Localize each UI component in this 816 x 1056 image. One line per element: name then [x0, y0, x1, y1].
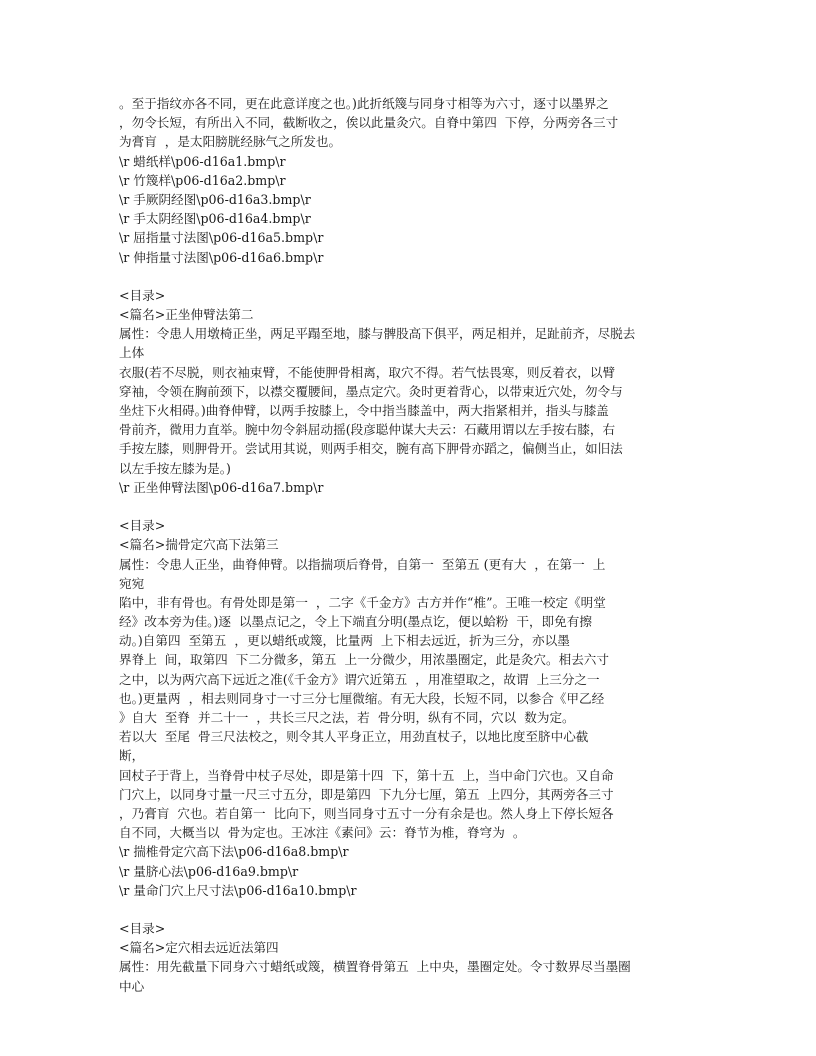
- document-page: [119, 94, 719, 996]
- blank-line: [119, 497, 719, 516]
- text-line: \r 伸指量寸法图\p06-d16a6.bmp\r: [119, 249, 324, 265]
- text-line: 若以大 至尾 骨三尺法校之，则令其人平身正立，用劲直杖子，以地比度至脐中心截: [119, 729, 589, 745]
- text-line: <目录>: [119, 921, 166, 937]
- text-line: 上体: [119, 345, 145, 361]
- text-line: <篇名>正坐伸臂法第二: [119, 307, 254, 323]
- text-line: <目录>: [119, 518, 166, 534]
- text-line: <目录>: [119, 287, 166, 303]
- text-line: 属性：用先截量下同身六寸蜡纸或篾，横置脊骨第五 上中央，墨圈定处。令寸数界尽当墨圈: [119, 959, 631, 975]
- text-line: 也。)更量两 ，相去则同身寸一寸三分七厘微缩。有无大段，长短不同，以参合《甲乙经: [119, 690, 605, 706]
- text-line: 骨前齐，微用力直举。腕中勿令斜屈动摇(段彦聪仲谋大夫云：石藏用谓以左手按右膝，右: [119, 422, 616, 438]
- text-line: 宛宛: [119, 575, 145, 591]
- text-line: \r 蜡纸样\p06-d16a1.bmp\r: [119, 153, 286, 169]
- text-line: 属性：令患人正坐，曲脊伸臂。以指揣项后脊骨，自第一 至第五 (更有大 ，在第一 上: [119, 556, 606, 572]
- text-line: 界脊上 间，取第四 下二分微多，第五 上一分微少，用浓墨圈定，此是灸穴。相去六寸: [119, 652, 609, 668]
- text-line: 手按左膝，则胛骨开。尝试用其说，则两手相交，腕有高下胛骨亦蹈之，偏侧当止，如旧法: [119, 441, 623, 457]
- text-line: \r 揣椎骨定穴高下法\p06-d16a8.bmp\r: [119, 844, 349, 860]
- text-line: \r 手厥阴经图\p06-d16a3.bmp\r: [119, 191, 311, 207]
- text-line: \r 屈指量寸法图\p06-d16a5.bmp\r: [119, 230, 324, 246]
- text-line: \r 竹篾样\p06-d16a2.bmp\r: [119, 172, 286, 188]
- text-line: \r 量命门穴上尺寸法\p06-d16a10.bmp\r: [119, 882, 357, 898]
- text-line: 中心: [119, 978, 145, 994]
- text-line: ，勿令长短，有所出入不同，截断收之，俟以此量灸穴。自脊中第四 下停，分两旁各三寸: [119, 115, 619, 131]
- text-line: 回杖子于背上，当脊骨中杖子尽处，即是第十四 下，第十五 上，当中命门穴也。又自命: [119, 767, 614, 783]
- text-line: ，乃膏肓 穴也。若自第一 比向下，则当同身寸五寸一分有余是也。然人身上下停长短各: [119, 805, 614, 821]
- text-line: 动。)自第四 至第五 ，更以蜡纸或篾，比量两 上下相去远近，折为三分，亦以墨: [119, 633, 570, 649]
- blank-line: [119, 267, 719, 286]
- text-line: 自不同，大概当以 骨为定也。王冰注《素问》云：脊节为椎，脊穹为 。: [119, 825, 526, 841]
- text-line: 断，: [119, 748, 145, 764]
- text-line: 经》改本旁为佳。)逐 以墨点记之，令上下端直分明(墨点讫，便以蛤粉 干，即免有擦: [119, 614, 592, 630]
- text-line: <篇名>揣骨定穴高下法第三: [119, 537, 279, 553]
- text-line: 坐炷下火相碍。)曲脊伸臂，以两手按膝上，令中指当膝盖中，两大指紧相并，指头与膝盖: [119, 403, 609, 418]
- text-line: 属性：令患人用墩椅正坐，两足平蹋至地，膝与髀股高下俱平，两足相并，足趾前齐，尽脱去: [119, 326, 636, 342]
- text-line: 为膏肓 ，是太阳膀胱经脉气之所发也。: [119, 134, 342, 150]
- text-line: \r 正坐伸臂法图\p06-d16a7.bmp\r: [119, 479, 324, 495]
- text-line: 陷中，非有骨也。有骨处即是第一 ，二字《千金方》古方并作“椎”。王唯一校定《明堂: [119, 594, 606, 610]
- blank-line: [119, 900, 719, 919]
- text-line: 》自大 至脊 并二十一 ，共长三尺之法，若 骨分明，纵有不同，穴以 数为定。: [119, 710, 575, 725]
- text-line: <篇名>定穴相去远近法第四: [119, 940, 279, 956]
- text-line: 衣服(若不尽脱，则衣袖束臂，不能使胛骨相离，取穴不得。若气怯畏寒，则反着衣，以臂: [119, 364, 616, 380]
- text-line: \r 量脐心法\p06-d16a9.bmp\r: [119, 863, 299, 879]
- text-line: \r 手太阴经图\p06-d16a4.bmp\r: [119, 211, 311, 227]
- text-line: 穿袖，令领在胸前颈下，以襟交覆腰间，墨点定穴。灸时更着背心，以带束近穴处，勿令与: [119, 383, 623, 399]
- text-line: 门穴上，以同身寸量一尺三寸五分，即是第四 下九分七厘，第五 上四分，其两旁各三寸: [119, 786, 614, 802]
- text-line: 之中，以为两穴高下远近之准(《千金方》谓穴近第五 ，用准望取之，故谓 上三分之一: [119, 671, 600, 687]
- text-line: 以左手按左膝为是。): [119, 460, 231, 476]
- text-line: 。至于指纹亦各不同，更在此意详度之也。)此折纸篾与同身寸相等为六寸，逐寸以墨界之: [119, 96, 609, 111]
